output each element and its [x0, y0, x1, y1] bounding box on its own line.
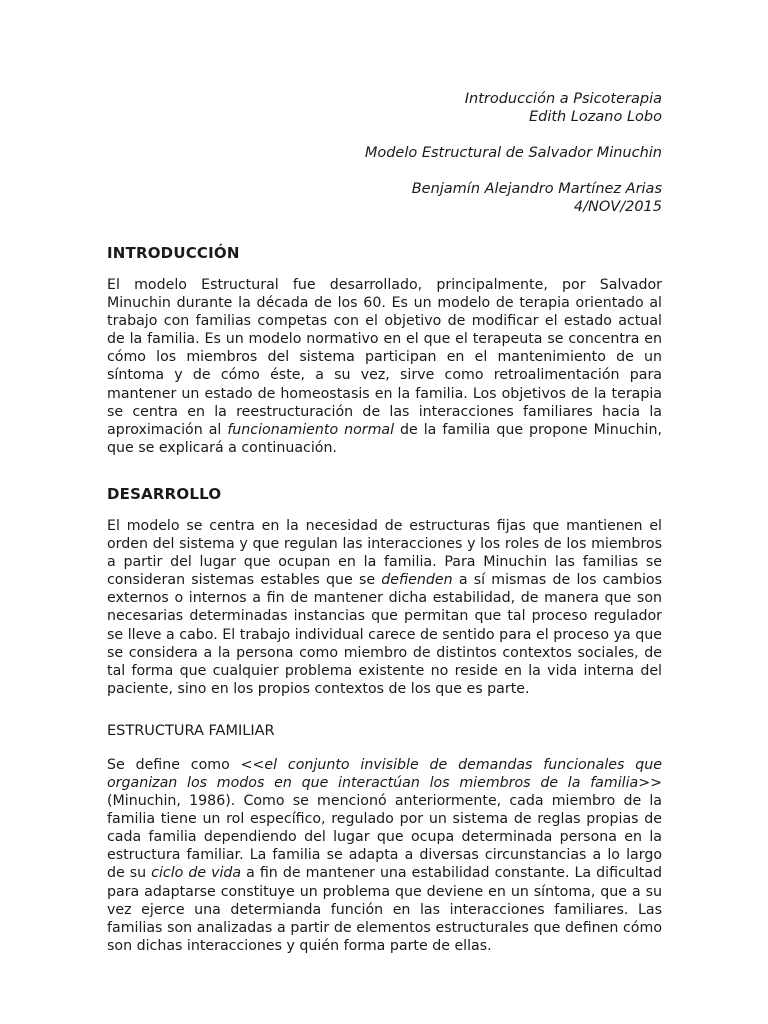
development-paragraph: El modelo se centra en la necesidad de estructuras fijas que mantienen el orden del sistema y que regulan las interacciones y los roles de los miembros a partir del lugar que ocupan en la familia. Para Minuchin las familias se consideran sistemas estables que se defienden a sí mismas de los cambios externos o internos a fin de mantener dicha estabilidad, de manera que son necesarias determinadas instancias que permitan que tal proceso regulador se lleve a cabo. El trabajo individual carece de sentido para el proceso ya que se considera a la persona como miembro de distintos contextos sociales, de tal forma que cualquier problema existente no reside en la vida interna del paciente, sino en los propios contextos de los que es parte.	[107, 517, 663, 697]
section-heading-development: DESARROLLO	[107, 484, 222, 503]
author-name: Benjamín Alejandro Martínez Arias	[411, 181, 662, 197]
course-name: Introducción a Psicoterapia	[464, 91, 662, 107]
essay-date: 4/NOV/2015	[573, 199, 662, 215]
document-page	[107, 90, 662, 955]
header-spacer	[107, 162, 662, 180]
family-structure-paragraph: Se define como <<el conjunto invisible de demandas funcionales que organizan los modos en que interactúan los miembros de la familia>> (Minuchin, 1986). Como se mencionó anteriormente, cada miembro de la familia tiene un rol específico, regulado por un sistema de reglas propias de cada familia dependiendo del lugar que ocupa determinada persona en la estructura familiar. La familia se adapta a diversas circunstancias a lo largo de su ciclo de vida a fin de mantener una estabilidad constante. La dificultad para adaptarse constituye un problema que deviene en un síntoma, que a su vez ejerce una determianda función en las interacciones familiares. Las familias son analizadas a partir de elementos estructurales que definen cómo son dichas interacciones y quién forma parte de ellas.	[107, 756, 662, 954]
document-header	[107, 90, 662, 216]
professor-name: Edith Lozano Lobo	[528, 109, 662, 125]
header-spacer	[107, 126, 662, 144]
section-heading-introduction: INTRODUCCIÓN	[107, 244, 240, 262]
section-heading-family-structure: ESTRUCTURA FAMILIAR	[107, 722, 275, 739]
essay-title: Modelo Estructural de Salvador Minuchin	[364, 145, 662, 161]
introduction-paragraph: El modelo Estructural fue desarrollado, principalmente, por Salvador Minuchin durante la década de los 60. Es un modelo de terapia orientado al trabajo con familias competas con el objetivo de modificar el estado actual de la familia. Es un modelo normativo en el que el terapeuta se concentra en cómo los miembros del sistema participan en el mantenimiento de un síntoma y de cómo éste, a su vez, sirve como retroalimentación para mantener un estado de homeostasis en la familia. Los objetivos de la terapia se centra en la reestructuración de las interacciones familiares hacia la aproximación al funcionamiento normal de la familia que propone Minuchin, que se explicará a continuación.	[107, 277, 663, 456]
